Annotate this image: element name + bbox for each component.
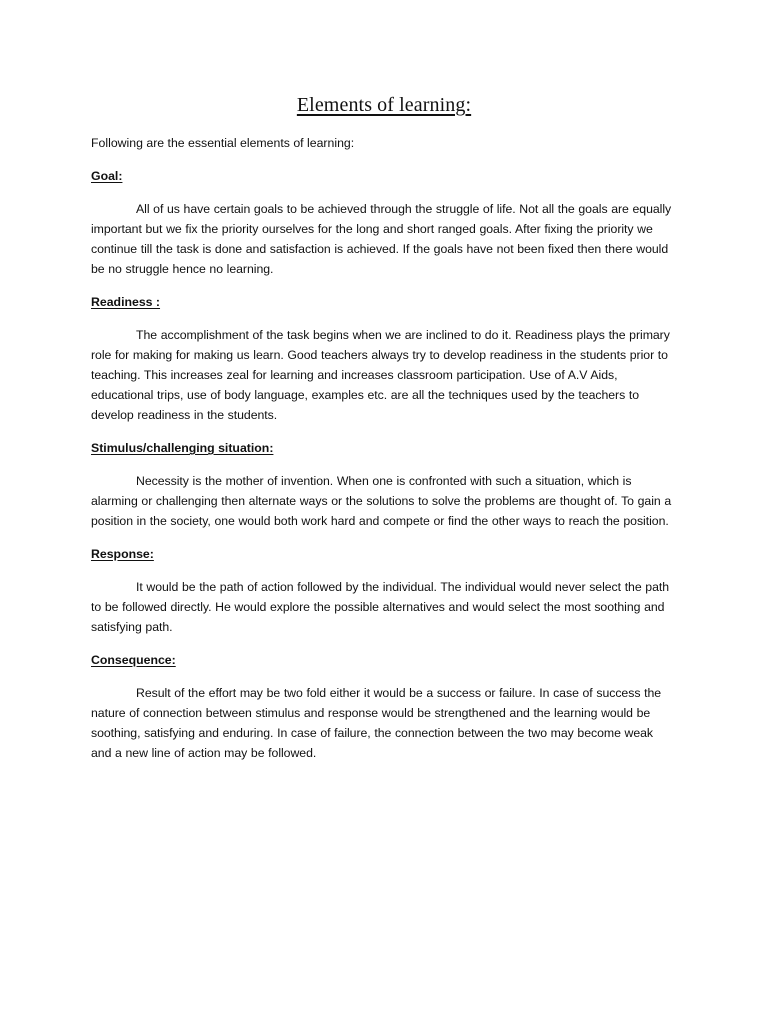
section-body-stimulus: Necessity is the mother of invention. When one is confronted with such a situation, which is alarming or challenging then alternate ways or the solutions to solve the problems are thought of. To gain a position in the society, one would both work hard and compete or find the other ways to reach the position. — [91, 474, 672, 528]
section-heading-readiness: Readiness : — [91, 295, 161, 309]
page-title: Elements of learning: — [296, 94, 472, 116]
section-readiness — [91, 292, 676, 425]
section-heading-goal: Goal: — [91, 169, 123, 183]
section-heading-response: Response: — [91, 547, 154, 561]
section-stimulus — [91, 438, 676, 531]
section-goal — [91, 166, 676, 279]
section-heading-stimulus: Stimulus/challenging situation: — [91, 441, 274, 455]
section-body-consequence: Result of the effort may be two fold either it would be a success or failure. In case of success the nature of connection between stimulus and response would be strengthened and the learning would be soothing, satisfying and enduring. In case of failure, the connection between the two may become weak and a new line of action may be followed. — [91, 686, 662, 760]
section-consequence — [91, 650, 676, 763]
section-body-response: It would be the path of action followed by the individual. The individual would never select the path to be followed directly. He would explore the possible alternatives and would select the most soothing and satisfying path. — [91, 580, 670, 634]
section-heading-consequence: Consequence: — [91, 653, 176, 667]
section-response — [91, 544, 676, 637]
document-body — [91, 133, 676, 776]
section-body-readiness: The accomplishment of the task begins when we are inclined to do it. Readiness plays the primary role for making for making us learn. Good teachers always try to develop readiness in the students prior to teaching. This increases zeal for learning and increases classroom participation. Use of A.V Aids, educational trips, use of body language, examples etc. are all the techniques used by the teachers to develop readiness in the students. — [91, 328, 670, 422]
intro-text: Following are the essential elements of learning: — [91, 136, 355, 150]
section-body-goal: All of us have certain goals to be achieved through the struggle of life. Not all the goals are equally important but we fix the priority ourselves for the long and short ranged goals. After fixing the priority we continue till the task is done and satisfaction is achieved. If the goals have not been fixed then there would be no struggle hence no learning. — [91, 202, 672, 276]
